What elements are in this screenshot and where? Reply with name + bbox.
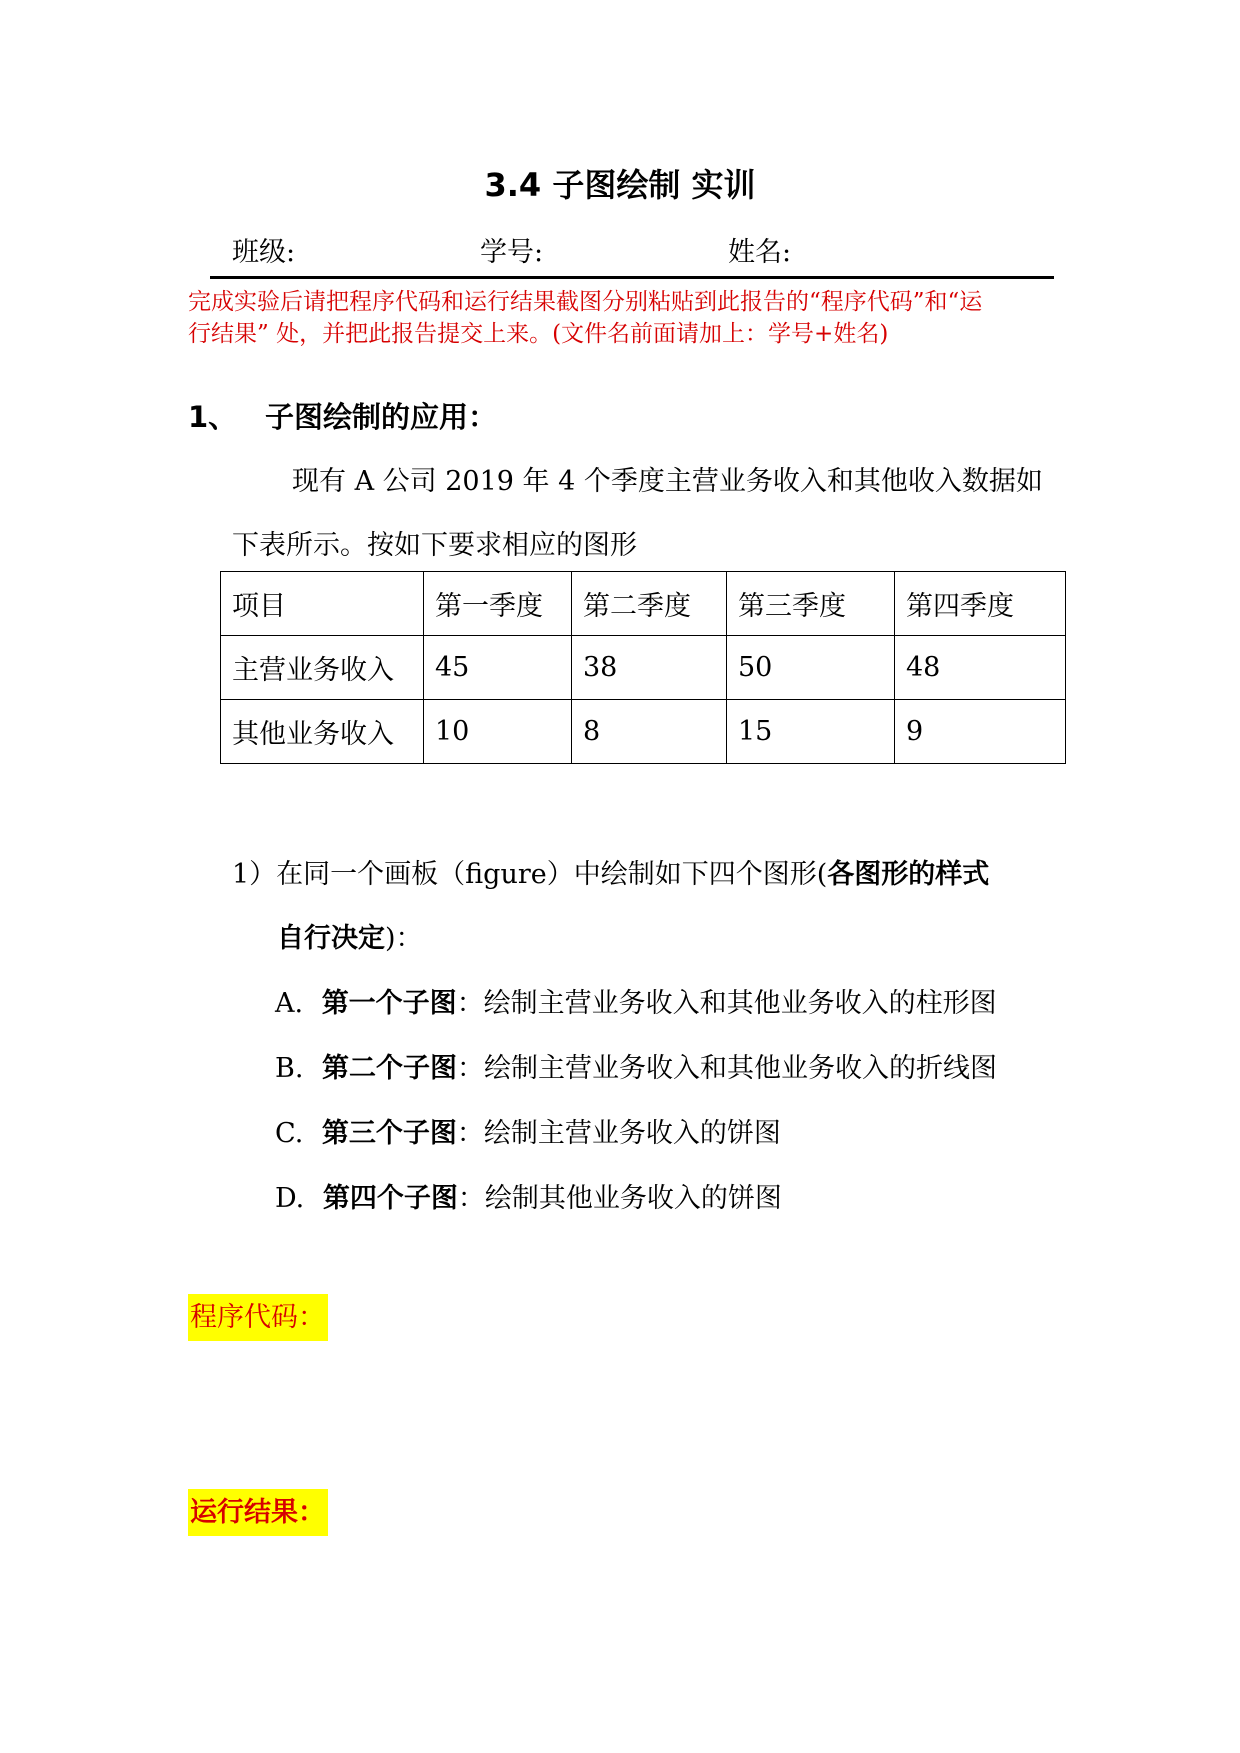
item-bold: 第四个子图: [322, 1183, 458, 1214]
list-item: [275, 1111, 781, 1150]
item-bold: 第二个子图: [322, 1053, 458, 1084]
item-text: ：绘制主营业务收入和其他业务收入的折线图: [457, 1053, 998, 1084]
task-line-1: [232, 852, 989, 891]
intro-line-1: 现有 A 公司 2019 年 4 个季度主营业务收入和其他收入数据如: [292, 466, 1043, 497]
student-id-label: 学号:: [480, 237, 544, 268]
name-label: 姓名:: [728, 237, 792, 268]
table-cell: 主营业务收入: [221, 636, 424, 700]
table-cell: 其他业务收入: [221, 700, 424, 764]
section-number: 1、: [188, 400, 238, 434]
item-marker: C.: [275, 1118, 304, 1149]
section-heading: 子图绘制的应用：: [265, 400, 498, 434]
table-header-cell: 项目: [221, 572, 424, 636]
item-marker: D.: [275, 1183, 305, 1214]
table-cell: 15: [727, 700, 895, 764]
result-section: [188, 1490, 328, 1529]
item-text: ：绘制其他业务收入的饼图: [457, 1183, 782, 1214]
task-line-2: [277, 916, 423, 955]
table-cell: 10: [424, 700, 572, 764]
notice-line-2: 行结果” 处，并把此报告提交上来。(文件名前面请加上：学号+姓名): [188, 321, 889, 347]
task-line-2-text: )：: [385, 923, 423, 954]
table-cell: 9: [895, 700, 1066, 764]
table-cell: 50: [727, 636, 895, 700]
result-label: 运行结果：: [188, 1489, 328, 1536]
table-cell: 38: [572, 636, 727, 700]
table-header-cell: 第一季度: [424, 572, 572, 636]
class-label: 班级:: [232, 237, 296, 268]
table-header-cell: 第三季度: [727, 572, 895, 636]
page-title: 3.4 子图绘制 实训: [484, 166, 756, 204]
table-cell: 48: [895, 636, 1066, 700]
item-bold: 第一个子图: [321, 988, 457, 1019]
table-row: [221, 636, 1066, 700]
item-text: ：绘制主营业务收入和其他业务收入的柱形图: [456, 988, 997, 1019]
table-header-cell: 第四季度: [895, 572, 1066, 636]
code-label: 程序代码：: [188, 1294, 328, 1341]
task-line-1-bold: 各图形的样式: [827, 859, 990, 890]
item-marker: B.: [275, 1053, 304, 1084]
table-header-cell: 第二季度: [572, 572, 727, 636]
table-header-row: [221, 572, 1066, 636]
list-item: [275, 1176, 782, 1215]
task-line-1-text: 1）在同一个画板（figure）中绘制如下四个图形(: [232, 859, 828, 890]
notice-line-1: 完成实验后请把程序代码和运行结果截图分别粘贴到此报告的“程序代码”和“运: [188, 289, 983, 315]
code-section: [188, 1295, 328, 1334]
table-cell: 45: [424, 636, 572, 700]
intro-line-2: 下表所示。按如下要求相应的图形: [232, 530, 637, 561]
list-item: [275, 1046, 997, 1085]
header-divider: [210, 276, 1054, 279]
item-bold: 第三个子图: [321, 1118, 457, 1149]
list-item: [275, 981, 997, 1020]
task-line-2-bold: 自行决定: [277, 923, 385, 954]
item-marker: A.: [275, 988, 304, 1019]
item-text: ：绘制主营业务收入的饼图: [456, 1118, 781, 1149]
revenue-table: [220, 571, 1066, 764]
table-row: [221, 700, 1066, 764]
table-cell: 8: [572, 700, 727, 764]
